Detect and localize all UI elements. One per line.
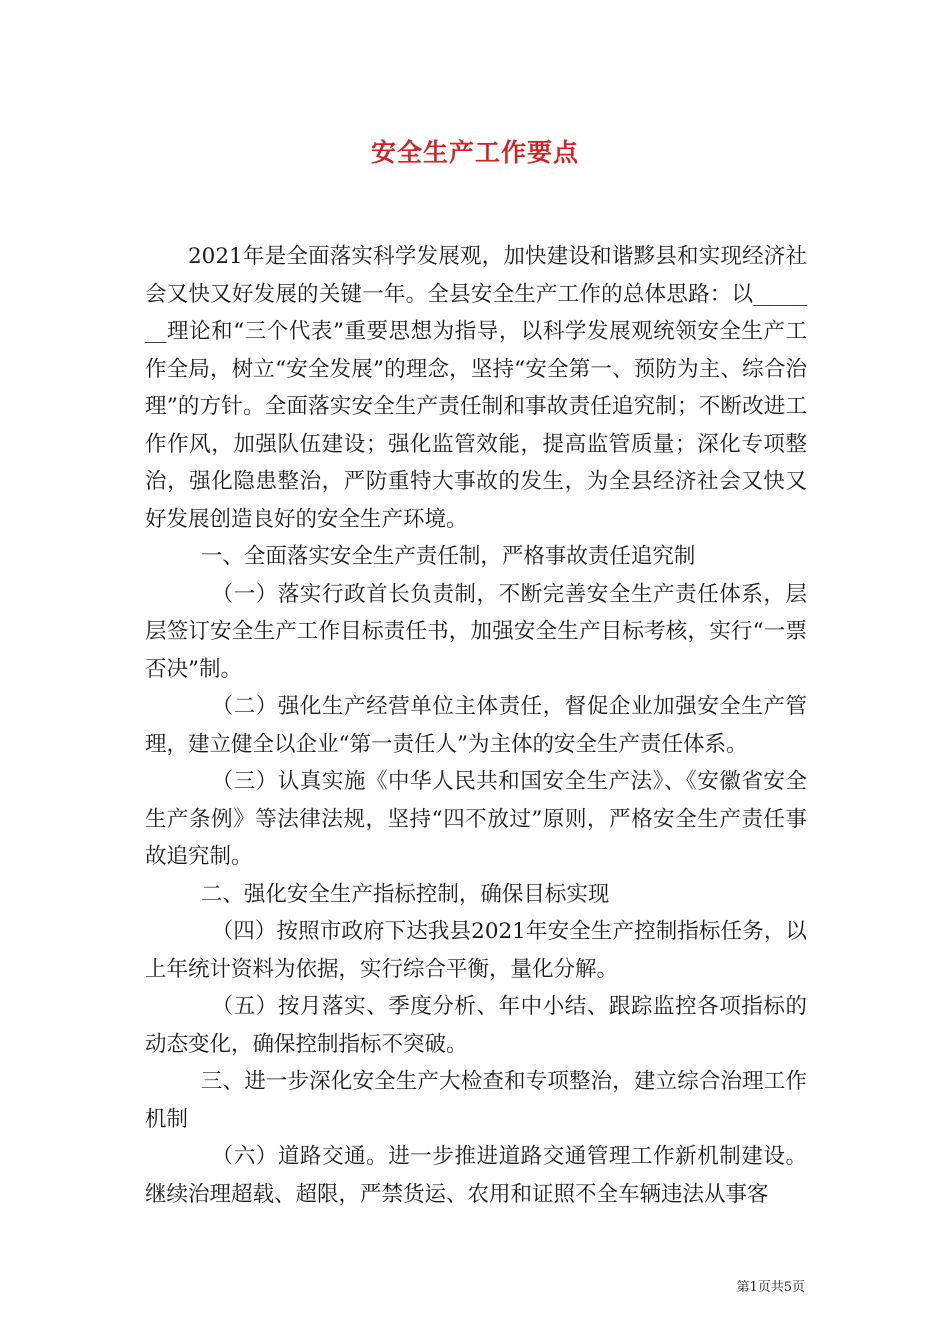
document-body	[145, 238, 807, 1213]
page-number: 第1页共5页	[736, 1280, 805, 1295]
item-paragraph-1: （一）落实行政首长负责制，不断完善安全生产责任体系，层层签订安全生产工作目标责任书，加强安全生产目标考核，实行“一票否决”制。	[145, 581, 807, 682]
document-title: 安全生产工作要点	[370, 138, 579, 167]
section-heading-1: 一、全面落实安全生产责任制，严格事故责任追究制	[200, 544, 696, 569]
section-heading-2: 二、强化安全生产指标控制，确保目标实现	[200, 881, 610, 907]
item-paragraph-3: （三）认真实施《中华人民共和国安全生产法》、《安徽省安全生产条例》等法律法规，坚持“四不放过”原则，严格安全生产责任事故追究制。	[145, 769, 807, 869]
section-heading-3: 三、进一步深化安全生产大检查和专项整治，建立综合治理工作机制	[145, 1069, 807, 1132]
item-paragraph-6: （六）道路交通。进一步推进道路交通管理工作新机制建设。继续治理超载、超限，严禁货运、农用和证照不全车辆违法从事客	[145, 1144, 807, 1207]
intro-paragraph: 2021年是全面落实科学发展观，加快建设和谐黟县和实现经济社会又快又好发展的关键一年。全县安全生产工作的总体思路：以_______理论和“三个代表”重要思想为指导，以科学发展观统领安全生产工作全局，树立“安全发展”的理念，坚持“安全第一、预防为主、综合治理”的方针。全面落实安全生产责任制和事故责任追究制；不断改进工作作风，加强队伍建设；强化监管效能，提高监管质量；深化专项整治，强化隐患整治，严防重特大事故的发生，为全县经济社会又快又好发展创造良好的安全生产环境。	[145, 244, 807, 532]
item-paragraph-4: （四）按照市政府下达我县2021年安全生产控制指标任务，以上年统计资料为依据，实行综合平衡，量化分解。	[145, 919, 807, 982]
item-paragraph-5: （五）按月落实、季度分析、年中小结、跟踪监控各项指标的动态变化，确保控制指标不突破。	[145, 994, 807, 1057]
item-paragraph-2: （二）强化生产经营单位主体责任，督促企业加强安全生产管理，建立健全以企业“第一责任人”为主体的安全生产责任体系。	[145, 694, 807, 757]
